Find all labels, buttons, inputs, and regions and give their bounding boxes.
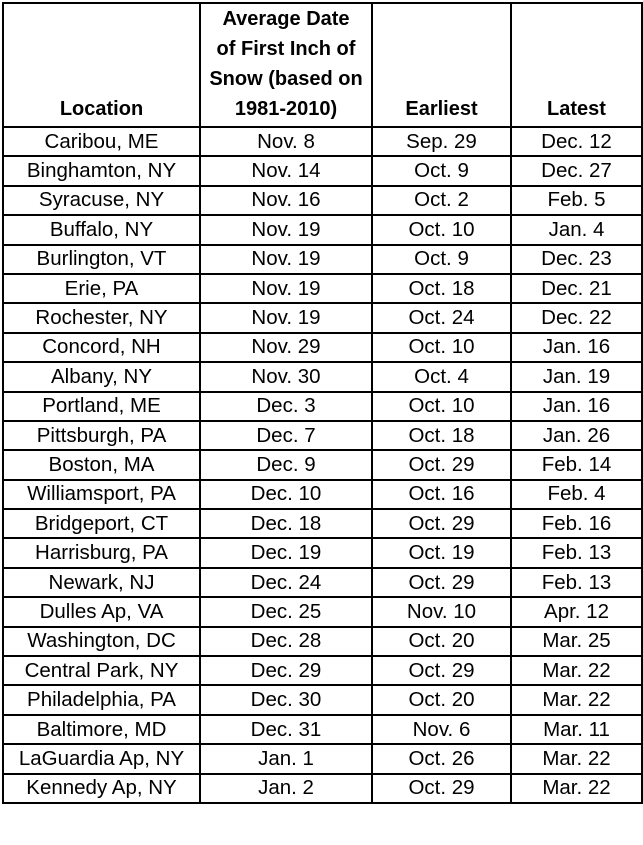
cell-location: Albany, NY (3, 362, 200, 391)
cell-earliest: Oct. 26 (372, 744, 511, 773)
table-body (3, 127, 642, 803)
table-row (3, 774, 642, 803)
cell-earliest: Oct. 20 (372, 627, 511, 656)
cell-latest: Jan. 4 (511, 215, 642, 244)
cell-earliest: Oct. 2 (372, 186, 511, 215)
cell-average-date: Nov. 19 (200, 274, 372, 303)
cell-location: Bridgeport, CT (3, 509, 200, 538)
cell-average-date: Dec. 19 (200, 538, 372, 567)
cell-earliest: Oct. 29 (372, 568, 511, 597)
cell-earliest: Oct. 29 (372, 450, 511, 479)
table-row (3, 656, 642, 685)
cell-location: Portland, ME (3, 392, 200, 421)
table-row (3, 421, 642, 450)
table-row (3, 450, 642, 479)
cell-location: Kennedy Ap, NY (3, 774, 200, 803)
table-row (3, 245, 642, 274)
table-row (3, 215, 642, 244)
table-row (3, 597, 642, 626)
cell-average-date: Nov. 14 (200, 156, 372, 185)
cell-average-date: Dec. 28 (200, 627, 372, 656)
table-row (3, 186, 642, 215)
cell-average-date: Nov. 29 (200, 333, 372, 362)
cell-earliest: Nov. 10 (372, 597, 511, 626)
cell-latest: Dec. 12 (511, 127, 642, 156)
table-row (3, 685, 642, 714)
cell-average-date: Nov. 8 (200, 127, 372, 156)
cell-location: Boston, MA (3, 450, 200, 479)
header-average-line: Average Date (222, 8, 350, 30)
table-row (3, 715, 642, 744)
cell-latest: Dec. 27 (511, 156, 642, 185)
header-average-line: Snow (based on (209, 68, 363, 90)
cell-latest: Mar. 22 (511, 744, 642, 773)
table-row (3, 303, 642, 332)
cell-average-date: Dec. 18 (200, 509, 372, 538)
table-row (3, 392, 642, 421)
cell-average-date: Jan. 2 (200, 774, 372, 803)
cell-location: Newark, NJ (3, 568, 200, 597)
cell-earliest: Oct. 9 (372, 245, 511, 274)
table-row (3, 333, 642, 362)
cell-latest: Jan. 26 (511, 421, 642, 450)
cell-location: Concord, NH (3, 333, 200, 362)
cell-location: Burlington, VT (3, 245, 200, 274)
cell-location: Buffalo, NY (3, 215, 200, 244)
cell-earliest: Sep. 29 (372, 127, 511, 156)
cell-location: LaGuardia Ap, NY (3, 744, 200, 773)
cell-earliest: Oct. 29 (372, 774, 511, 803)
cell-latest: Feb. 4 (511, 480, 642, 509)
cell-latest: Jan. 16 (511, 392, 642, 421)
table-row (3, 127, 642, 156)
cell-latest: Feb. 16 (511, 509, 642, 538)
cell-earliest: Oct. 4 (372, 362, 511, 391)
cell-latest: Dec. 22 (511, 303, 642, 332)
table-row (3, 274, 642, 303)
cell-earliest: Oct. 18 (372, 274, 511, 303)
header-average-line: of First Inch of (216, 38, 356, 60)
cell-location: Central Park, NY (3, 656, 200, 685)
cell-average-date: Dec. 7 (200, 421, 372, 450)
header-location: Location (3, 3, 200, 127)
table-row (3, 509, 642, 538)
header-average-date (200, 3, 372, 127)
cell-average-date: Nov. 30 (200, 362, 372, 391)
cell-earliest: Oct. 16 (372, 480, 511, 509)
table-row (3, 568, 642, 597)
header-average-line: 1981-2010) (234, 98, 338, 120)
table-row (3, 156, 642, 185)
cell-location: Williamsport, PA (3, 480, 200, 509)
cell-earliest: Oct. 20 (372, 685, 511, 714)
cell-earliest: Oct. 9 (372, 156, 511, 185)
cell-latest: Jan. 19 (511, 362, 642, 391)
cell-average-date: Dec. 24 (200, 568, 372, 597)
cell-location: Washington, DC (3, 627, 200, 656)
header-latest: Latest (511, 3, 642, 127)
table-row (3, 538, 642, 567)
cell-earliest: Oct. 10 (372, 392, 511, 421)
table-header (3, 3, 642, 127)
cell-earliest: Oct. 19 (372, 538, 511, 567)
cell-latest: Mar. 22 (511, 685, 642, 714)
cell-earliest: Nov. 6 (372, 715, 511, 744)
cell-average-date: Nov. 19 (200, 245, 372, 274)
cell-latest: Mar. 11 (511, 715, 642, 744)
cell-earliest: Oct. 10 (372, 333, 511, 362)
cell-location: Caribou, ME (3, 127, 200, 156)
cell-average-date: Dec. 9 (200, 450, 372, 479)
cell-earliest: Oct. 29 (372, 656, 511, 685)
header-earliest: Earliest (372, 3, 511, 127)
cell-latest: Feb. 14 (511, 450, 642, 479)
cell-average-date: Nov. 19 (200, 215, 372, 244)
cell-latest: Mar. 25 (511, 627, 642, 656)
cell-location: Philadelphia, PA (3, 685, 200, 714)
table-row (3, 480, 642, 509)
cell-average-date: Jan. 1 (200, 744, 372, 773)
cell-average-date: Dec. 31 (200, 715, 372, 744)
cell-earliest: Oct. 18 (372, 421, 511, 450)
cell-location: Harrisburg, PA (3, 538, 200, 567)
cell-average-date: Dec. 29 (200, 656, 372, 685)
cell-latest: Dec. 21 (511, 274, 642, 303)
first-snow-table (2, 2, 643, 804)
cell-location: Baltimore, MD (3, 715, 200, 744)
cell-latest: Feb. 13 (511, 568, 642, 597)
cell-latest: Jan. 16 (511, 333, 642, 362)
cell-latest: Dec. 23 (511, 245, 642, 274)
cell-latest: Mar. 22 (511, 774, 642, 803)
cell-location: Erie, PA (3, 274, 200, 303)
table-row (3, 744, 642, 773)
cell-average-date: Nov. 19 (200, 303, 372, 332)
cell-average-date: Dec. 10 (200, 480, 372, 509)
table-row (3, 362, 642, 391)
cell-latest: Feb. 5 (511, 186, 642, 215)
cell-earliest: Oct. 29 (372, 509, 511, 538)
cell-latest: Feb. 13 (511, 538, 642, 567)
cell-average-date: Dec. 30 (200, 685, 372, 714)
cell-location: Pittsburgh, PA (3, 421, 200, 450)
cell-location: Rochester, NY (3, 303, 200, 332)
cell-earliest: Oct. 10 (372, 215, 511, 244)
cell-latest: Apr. 12 (511, 597, 642, 626)
table-row (3, 627, 642, 656)
cell-location: Dulles Ap, VA (3, 597, 200, 626)
cell-average-date: Dec. 25 (200, 597, 372, 626)
cell-average-date: Dec. 3 (200, 392, 372, 421)
cell-average-date: Nov. 16 (200, 186, 372, 215)
cell-location: Binghamton, NY (3, 156, 200, 185)
snow-table-container (2, 2, 641, 843)
cell-earliest: Oct. 24 (372, 303, 511, 332)
cell-latest: Mar. 22 (511, 656, 642, 685)
cell-location: Syracuse, NY (3, 186, 200, 215)
header-row (3, 3, 642, 127)
